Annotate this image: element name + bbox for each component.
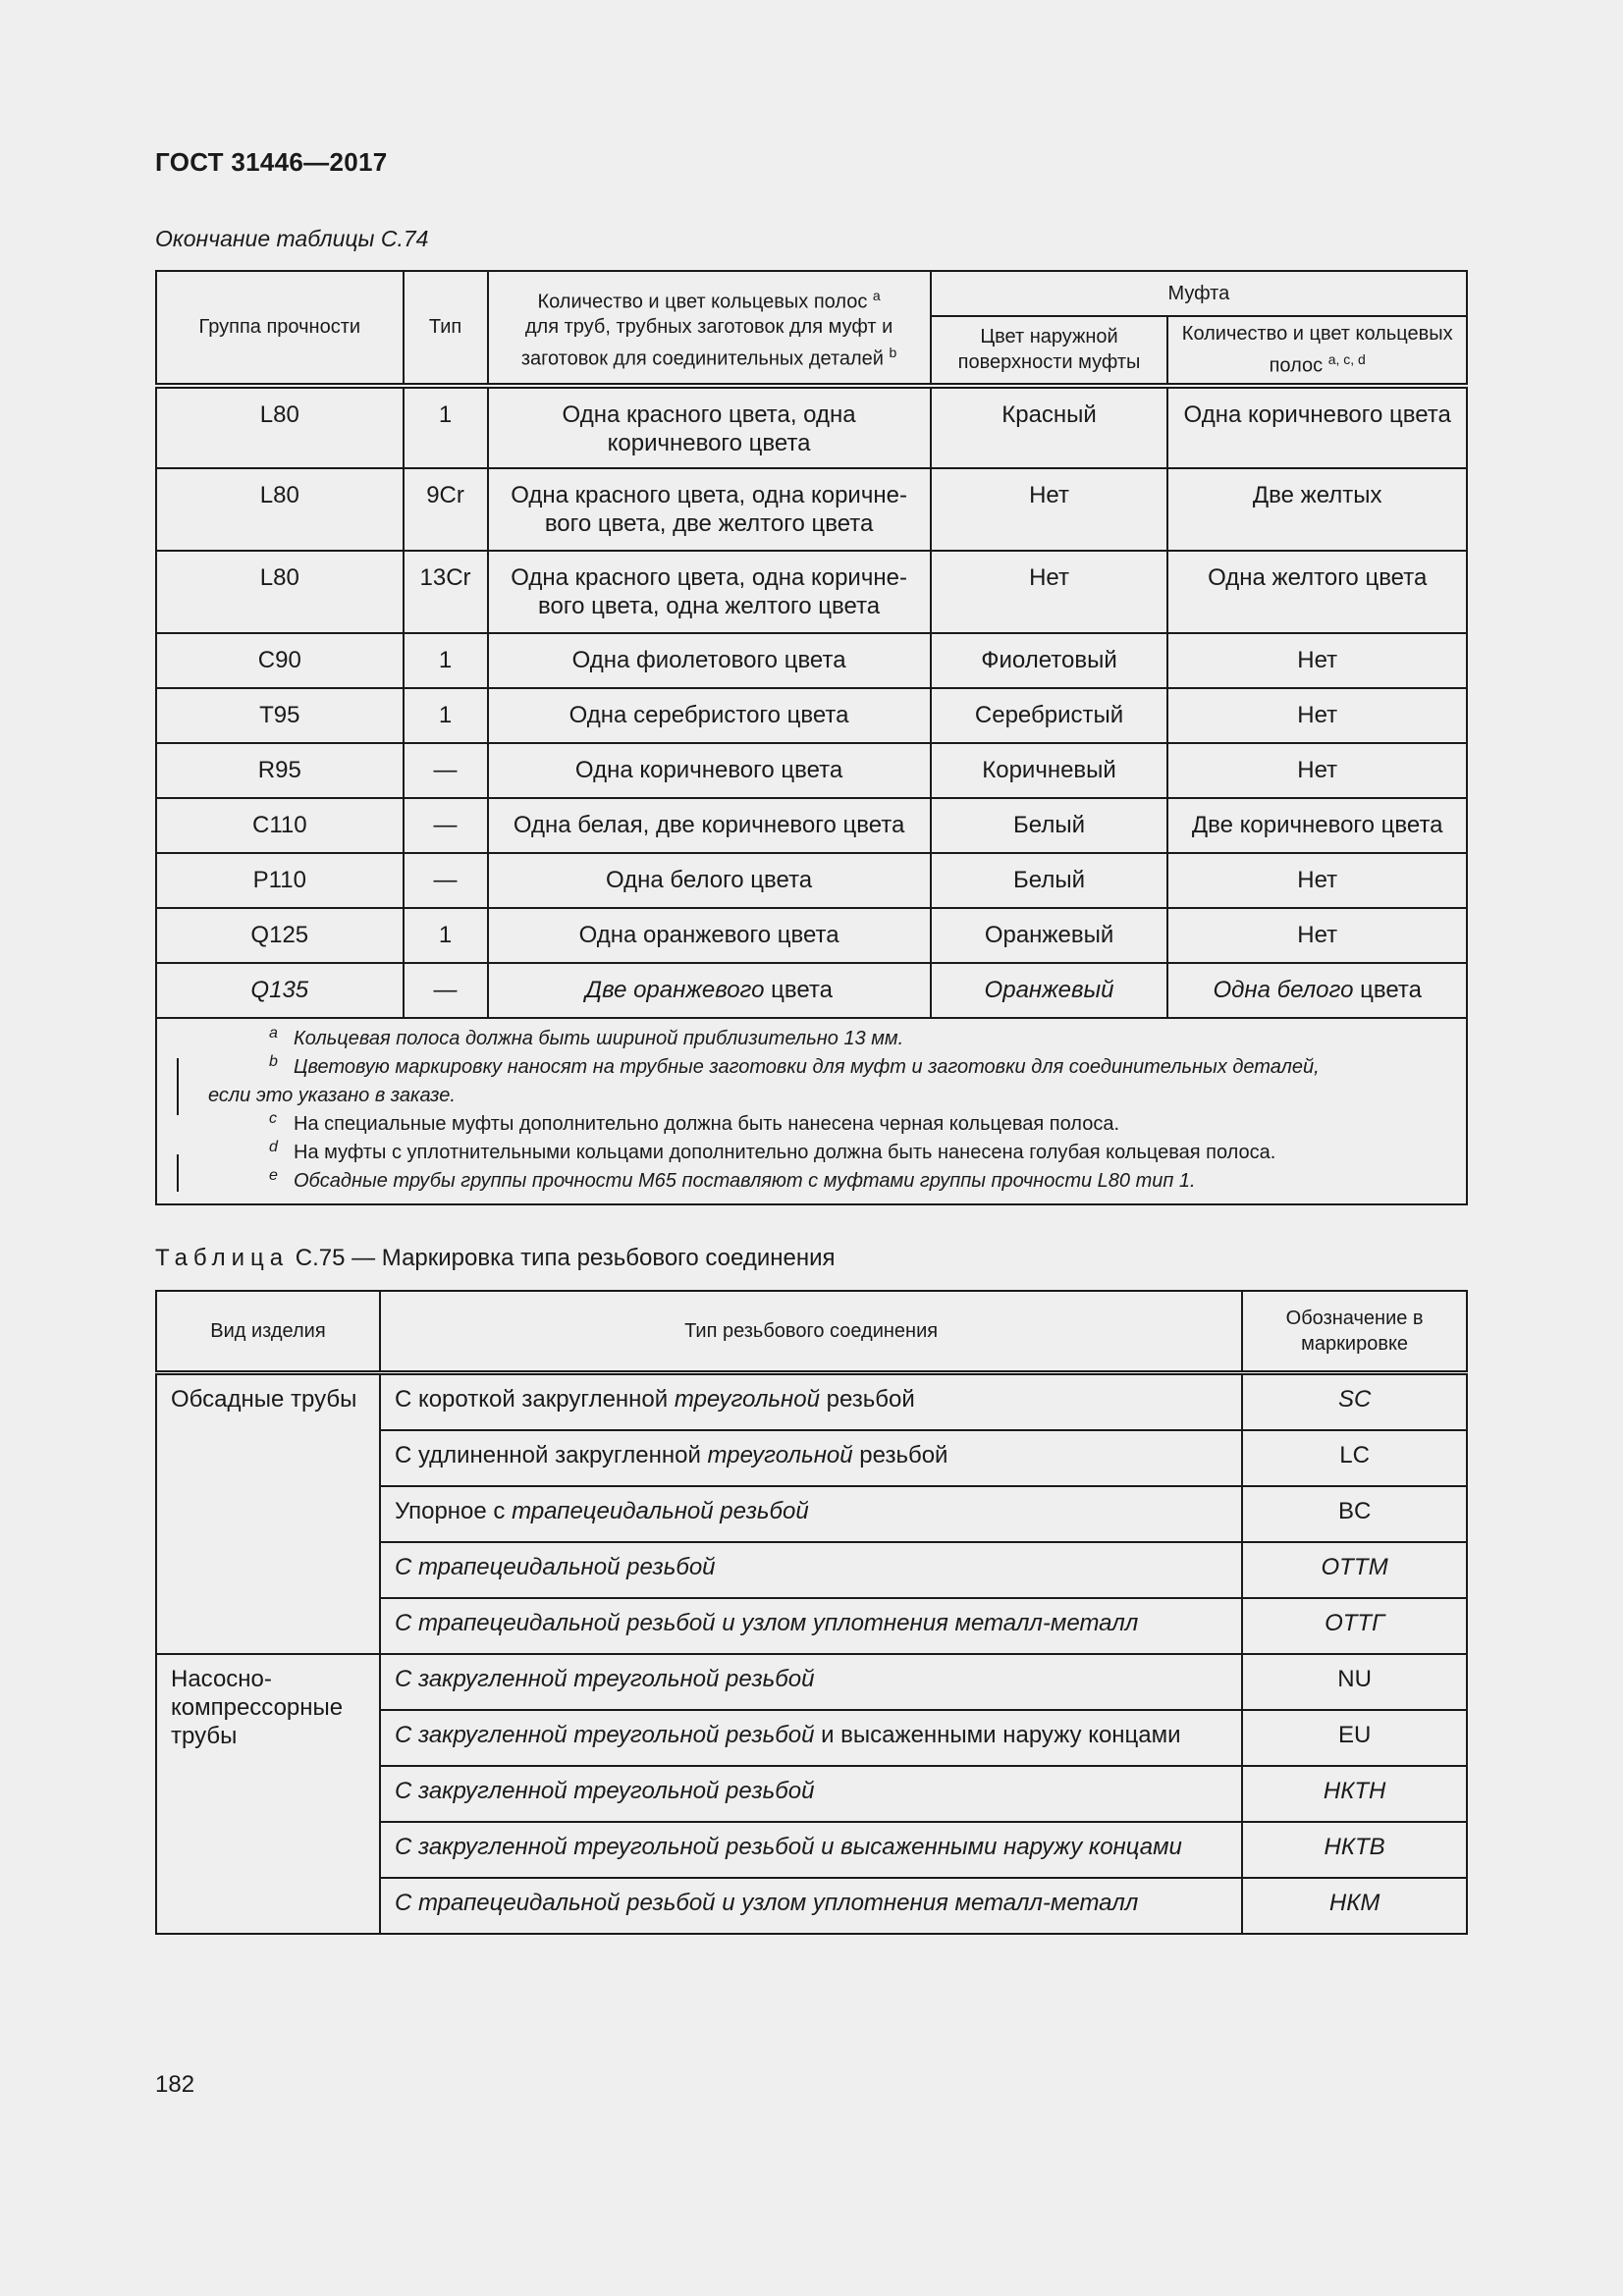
cell-type: — [404,853,488,908]
cell-type: 9Cr [404,468,488,551]
table-row [156,963,1467,1018]
cell-coupling: Нет [1167,688,1467,743]
table-row [156,633,1467,688]
header-kind: Вид изделия [156,1291,380,1373]
table-c74 [155,270,1468,1205]
cell-code: ОТТМ [1242,1542,1467,1598]
cell-coupling: Нет [1167,743,1467,798]
cell-group: C90 [156,633,404,688]
cell-code: НКТН [1242,1766,1467,1822]
table-row [156,908,1467,963]
header-type: Тип [404,271,488,386]
cell-group: L80 [156,551,404,633]
note-d: d На муфты с уплотнительными кольцами дополнительно должна быть нанесена голубая кольцевая полоса. [269,1138,1276,1163]
cell-group: P110 [156,853,404,908]
document-code: ГОСТ 31446—2017 [155,147,388,177]
cell-outer: Нет [931,551,1168,633]
cell-outer: Серебристый [931,688,1168,743]
cell-coupling: Нет [1167,853,1467,908]
cell-type: 1 [404,386,488,468]
cell-thread: С удлиненной закругленной треугольной резьбой [380,1430,1242,1486]
table-74-caption: Окончание таблицы С.74 [155,226,429,251]
cell-group: L80 [156,386,404,468]
page-number: 182 [155,2071,195,2098]
header-outer-color: Цвет наружной поверхности муфты [931,316,1168,386]
cell-stripes: Одна красного цвета, одна коричне-вого цвета, одна желтого цвета [488,551,931,633]
cell-code: НКМ [1242,1878,1467,1934]
cell-stripes: Две оранжевого цвета [488,963,931,1018]
cell-thread: С закругленной треугольной резьбой [380,1654,1242,1710]
table-row [156,1654,1467,1710]
cell-coupling: Одна белого цвета [1167,963,1467,1018]
cell-kind-tubing: Насосно-компрессорные трубы [156,1654,380,1934]
cell-group: Q125 [156,908,404,963]
cell-group: T95 [156,688,404,743]
cell-outer: Нет [931,468,1168,551]
cell-stripes: Одна белого цвета [488,853,931,908]
cell-outer: Красный [931,386,1168,468]
cell-thread: Упорное с трапецеидальной резьбой [380,1486,1242,1542]
cell-type: — [404,798,488,853]
cell-thread: С короткой закругленной треугольной резьбой [380,1373,1242,1431]
cell-outer: Белый [931,853,1168,908]
table-c75 [155,1290,1468,1935]
note-e: e Обсадные трубы группы прочности М65 поставляют с муфтами группы прочности L80 тип 1. [269,1166,1196,1192]
cell-code: ОТТГ [1242,1598,1467,1654]
cell-stripes: Одна красного цвета, одна коричне-вого цвета, две желтого цвета [488,468,931,551]
cell-thread: С трапецеидальной резьбой и узлом уплотнения металл-металл [380,1598,1242,1654]
header-thread: Тип резьбового соединения [380,1291,1242,1373]
header-code: Обозначение в маркировке [1242,1291,1467,1373]
cell-outer: Оранжевый [931,908,1168,963]
cell-thread: С закругленной треугольной резьбой и высаженными наружу концами [380,1710,1242,1766]
header-coupling-stripes: Количество и цвет кольцевых полос $^{a, c, d}$ [1167,316,1467,386]
table-row [156,386,1467,468]
header-group: Группа прочности [156,271,404,386]
cell-coupling: Нет [1167,633,1467,688]
cell-group: R95 [156,743,404,798]
cell-thread: С закругленной треугольной резьбой и высаженными наружу концами [380,1822,1242,1878]
table-row [156,853,1467,908]
cell-group: Q135 [156,963,404,1018]
cell-type: 1 [404,908,488,963]
table-row [156,798,1467,853]
cell-coupling: Нет [1167,908,1467,963]
cell-stripes: Одна коричневого цвета [488,743,931,798]
cell-thread: С закругленной треугольной резьбой [380,1766,1242,1822]
cell-stripes: Одна серебристого цвета [488,688,931,743]
cell-type: 1 [404,688,488,743]
cell-code: LC [1242,1430,1467,1486]
cell-coupling: Две желтых [1167,468,1467,551]
cell-code: EU [1242,1710,1467,1766]
cell-outer: Белый [931,798,1168,853]
note-b-cont: если это указано в заказе. [208,1084,456,1106]
cell-type: — [404,743,488,798]
cell-type: 1 [404,633,488,688]
note-b: b Цветовую маркировку наносят на трубные заготовки для муфт и заготовки для соединительных деталей, [269,1052,1320,1078]
cell-coupling: Одна коричневого цвета [1167,386,1467,468]
note-a: a Кольцевая полоса должна быть шириной приблизительно 13 мм. [269,1024,904,1049]
cell-coupling: Одна желтого цвета [1167,551,1467,633]
cell-outer: Фиолетовый [931,633,1168,688]
header-coupling: Муфта [931,271,1467,316]
cell-code: NU [1242,1654,1467,1710]
cell-code: BC [1242,1486,1467,1542]
table-row [156,743,1467,798]
cell-thread: С трапецеидальной резьбой [380,1542,1242,1598]
notes-row [156,1018,1467,1204]
cell-code: НКТВ [1242,1822,1467,1878]
cell-stripes: Одна оранжевого цвета [488,908,931,963]
table-75-caption: Таблица С.75 — Маркировка типа резьбового соединения [155,1245,836,1271]
cell-coupling: Две коричневого цвета [1167,798,1467,853]
table-row [156,551,1467,633]
cell-kind-casing: Обсадные трубы [156,1373,380,1655]
table-notes [156,1018,1467,1204]
cell-outer: Оранжевый [931,963,1168,1018]
note-c: c На специальные муфты дополнительно должна быть нанесена черная кольцевая полоса. [269,1109,1119,1135]
header-stripes: Количество и цвет кольцевых полос $^a$ для труб, трубных заготовок для муфт и заготовок для соединительных деталей $^b$ [488,271,931,386]
cell-outer: Коричневый [931,743,1168,798]
cell-thread: С трапецеидальной резьбой и узлом уплотнения металл-металл [380,1878,1242,1934]
cell-stripes: Одна белая, две коричневого цвета [488,798,931,853]
cell-group: L80 [156,468,404,551]
cell-stripes: Одна красного цвета, одна коричневого цвета [488,386,931,468]
cell-code: SC [1242,1373,1467,1431]
table-row [156,468,1467,551]
table-row [156,688,1467,743]
table-row [156,1373,1467,1431]
cell-stripes: Одна фиолетового цвета [488,633,931,688]
cell-type: — [404,963,488,1018]
cell-type: 13Cr [404,551,488,633]
cell-group: C110 [156,798,404,853]
